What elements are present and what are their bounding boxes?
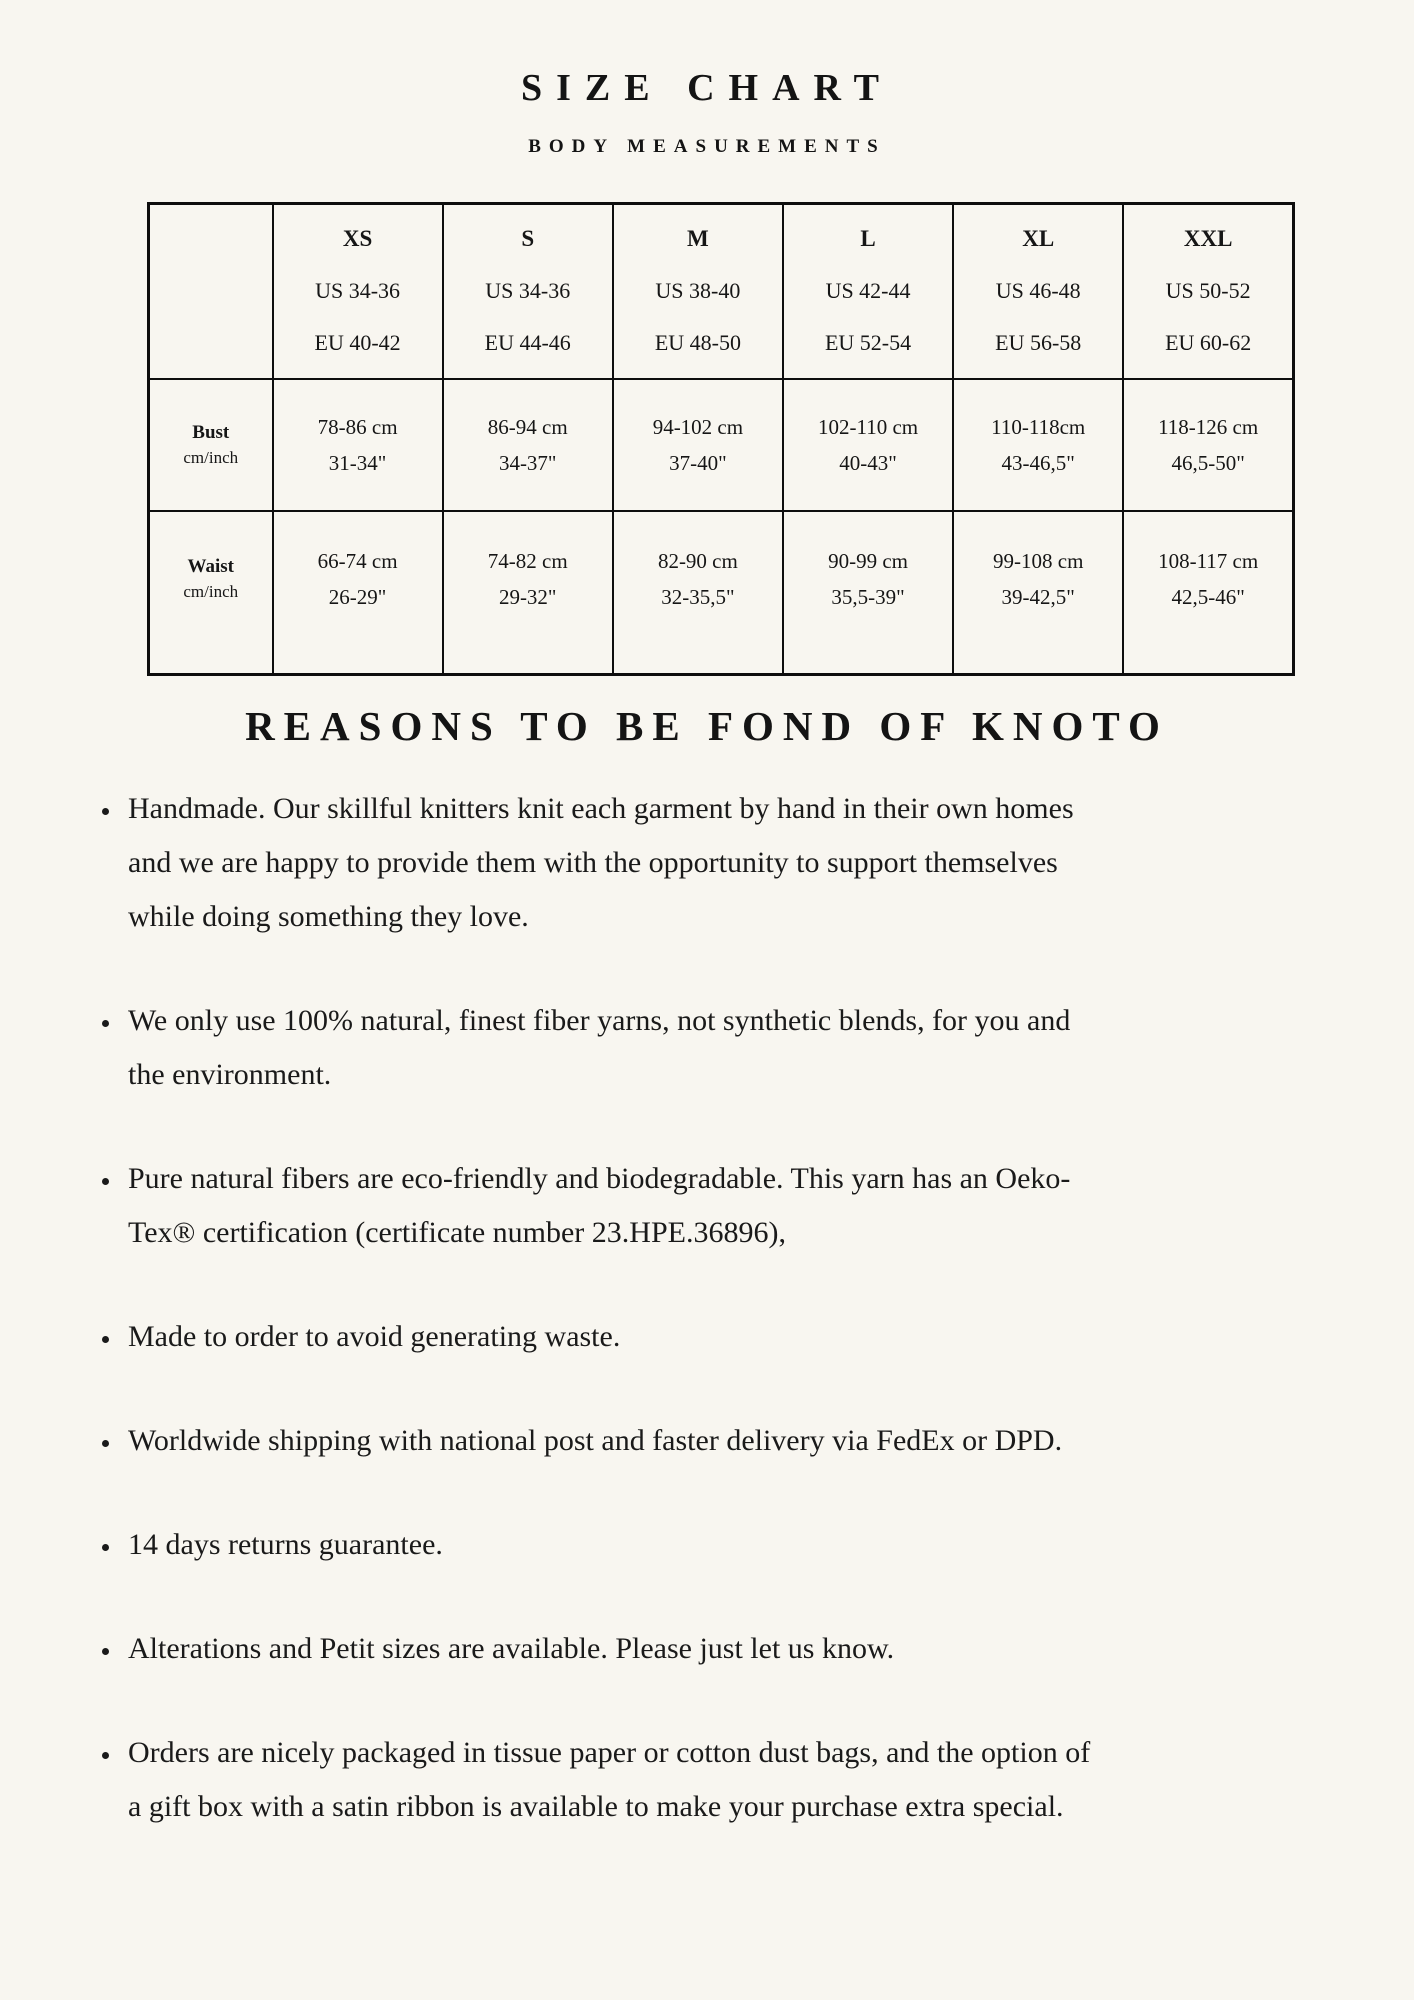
reason-item-handmade: • Handmade. Our skillful knitters knit each garment by hand in their own homes and we are happy to provide them with the opportunity to support themselves while doing something they love. — [122, 782, 1106, 944]
inch-value: 43-46,5" — [1001, 450, 1075, 475]
waist-cell-xl — [953, 511, 1123, 675]
inch-value: 29-32" — [498, 585, 557, 610]
eu-range: EU 48-50 — [654, 330, 741, 356]
reason-item-returns: • 14 days returns guarantee. — [122, 1518, 1106, 1572]
waist-row-header — [149, 511, 273, 675]
size-label: XXL — [1183, 226, 1233, 252]
bust-row-header — [149, 379, 273, 511]
size-label: XS — [342, 226, 373, 252]
size-column-xs — [273, 204, 443, 379]
inch-value: 42,5-46" — [1171, 585, 1245, 610]
table-row-waist — [149, 511, 1294, 675]
reason-item-shipping: • Worldwide shipping with national post and faster delivery via FedEx or DPD. — [122, 1414, 1106, 1468]
size-column-s — [443, 204, 613, 379]
reason-item-eco-friendly: • Pure natural fibers are eco-friendly and biodegradable. This yarn has an Oeko-Tex® certification (certificate number 23.HPE.36896), — [122, 1152, 1106, 1260]
eu-range: EU 52-54 — [824, 330, 912, 356]
reason-item-made-to-order: • Made to order to avoid generating waste. — [122, 1310, 1106, 1364]
cm-value: 102-110 cm — [817, 414, 919, 439]
cm-value: 94-102 cm — [652, 414, 744, 439]
us-range: US 38-40 — [655, 278, 741, 304]
inch-value: 46,5-50" — [1171, 450, 1245, 475]
page-title: SIZE CHART — [520, 67, 893, 109]
waist-cell-m — [613, 511, 783, 675]
cm-value: 78-86 cm — [317, 414, 398, 439]
waist-cell-l — [783, 511, 953, 675]
inch-value: 34-37" — [498, 450, 557, 475]
waist-cell-s — [443, 511, 613, 675]
inch-value: 40-43" — [839, 450, 897, 475]
cm-value: 108-117 cm — [1158, 549, 1259, 574]
inch-value: 35,5-39" — [831, 585, 905, 610]
bust-cell-l — [783, 379, 953, 511]
cm-value: 86-94 cm — [487, 414, 568, 439]
size-column-m — [613, 204, 783, 379]
row-label: Bust — [192, 421, 230, 443]
waist-cell-xxl — [1123, 511, 1293, 675]
inch-value: 26-29" — [328, 585, 387, 610]
size-label: S — [521, 226, 535, 252]
cm-value: 110-118cm — [991, 414, 1086, 439]
us-range: US 34-36 — [315, 278, 401, 304]
cm-value: 66-74 cm — [317, 549, 398, 574]
table-header-row — [149, 204, 1294, 379]
eu-range: EU 56-58 — [995, 330, 1082, 356]
inch-value: 32-35,5" — [661, 585, 735, 610]
table-corner-cell — [149, 204, 273, 379]
reason-item-alterations: • Alterations and Petit sizes are available. Please just let us know. — [122, 1622, 1106, 1676]
inch-value: 39-42,5" — [1001, 585, 1075, 610]
row-label: Waist — [187, 556, 234, 578]
bust-cell-xl — [953, 379, 1123, 511]
table-row-bust — [149, 379, 1294, 511]
size-chart-table — [147, 202, 1295, 676]
reason-item-packaging: • Orders are nicely packaged in tissue paper or cotton dust bags, and the option of a gift box with a satin ribbon is available to make your purchase extra special. — [122, 1726, 1106, 1834]
row-unit: cm/inch — [183, 447, 239, 467]
inch-value: 31-34" — [328, 450, 387, 475]
reasons-heading: REASONS TO BE FOND OF KNOTO — [245, 703, 1169, 749]
size-column-xxl — [1123, 204, 1293, 379]
us-range: US 42-44 — [825, 278, 911, 304]
bust-cell-xxl — [1123, 379, 1293, 511]
inch-value: 37-40" — [669, 450, 727, 475]
size-column-l — [783, 204, 953, 379]
eu-range: EU 40-42 — [314, 330, 401, 356]
size-column-xl — [953, 204, 1123, 379]
size-label: M — [687, 226, 709, 252]
row-unit: cm/inch — [183, 582, 239, 602]
reason-item-natural-yarns: • We only use 100% natural, finest fiber yarns, not synthetic blends, for you and the environment. — [122, 994, 1106, 1102]
cm-value: 74-82 cm — [487, 549, 568, 574]
us-range: US 34-36 — [485, 278, 571, 304]
cm-value: 82-90 cm — [657, 549, 738, 574]
reasons-list — [96, 782, 1106, 1834]
cm-value: 118-126 cm — [1158, 414, 1259, 439]
eu-range: EU 60-62 — [1165, 330, 1252, 356]
size-label: XL — [1022, 226, 1055, 252]
waist-cell-xs — [273, 511, 443, 675]
us-range: US 50-52 — [1165, 278, 1251, 304]
page-subtitle: BODY MEASUREMENTS — [528, 136, 886, 157]
us-range: US 46-48 — [995, 278, 1081, 304]
bust-cell-s — [443, 379, 613, 511]
cm-value: 99-108 cm — [993, 549, 1084, 574]
bust-cell-xs — [273, 379, 443, 511]
size-label: L — [860, 226, 876, 252]
eu-range: EU 44-46 — [484, 330, 571, 356]
cm-value: 90-99 cm — [828, 549, 908, 574]
bust-cell-m — [613, 379, 783, 511]
